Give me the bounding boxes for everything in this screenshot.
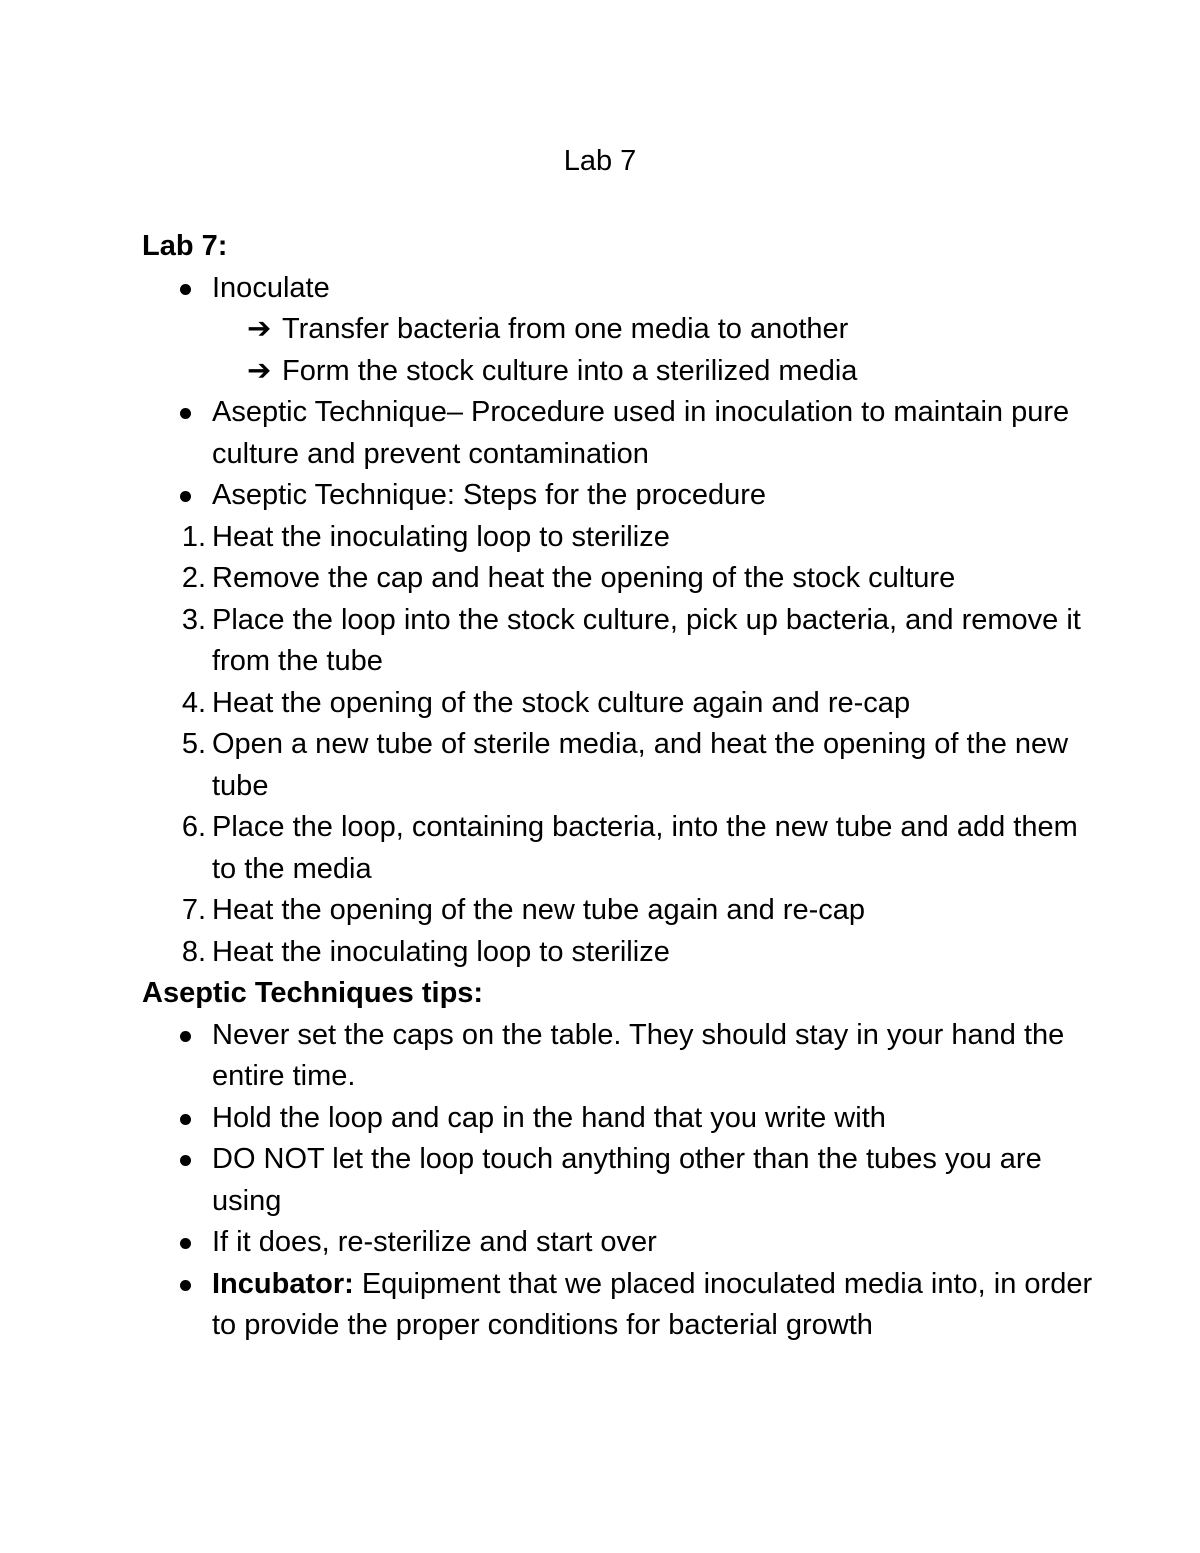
step-number: 1. (181, 520, 206, 553)
sub-list-item (212, 309, 1102, 351)
list-item-aseptic-steps (142, 475, 1102, 517)
arrow-right-icon: ➔ (247, 354, 272, 387)
bullet-dot-icon (180, 1031, 191, 1042)
step-number: 4. (181, 686, 206, 719)
arrow-right-icon: ➔ (247, 313, 272, 345)
tip-text: If it does, re-sterilize and start over (212, 1226, 657, 1258)
tip-item (142, 1222, 1102, 1264)
tip-item-incubator (142, 1264, 1102, 1347)
procedure-steps-list (142, 517, 1102, 974)
tip-item (142, 1139, 1102, 1222)
step-number: 7. (181, 894, 206, 926)
aseptic-definition-text: Aseptic Technique– Procedure used in inoculation to maintain pure culture and prevent contamination (212, 396, 1070, 470)
sub-item-text: Transfer bacteria from one media to another (282, 313, 849, 345)
step-number: 2. (181, 562, 206, 594)
tip-text: DO NOT let the loop touch anything other than the tubes you are using (212, 1143, 1042, 1217)
step-number: 5. (181, 728, 206, 760)
step-item (142, 890, 1102, 932)
sub-list-item (212, 351, 1102, 393)
list-item-inoculate (142, 268, 1102, 393)
step-text: Heat the opening of the stock culture again and re-cap (212, 686, 911, 719)
bullet-dot-icon (180, 1114, 191, 1125)
document-body (142, 226, 1102, 1347)
lab7-heading: Lab 7: (142, 230, 228, 262)
tip-text: Never set the caps on the table. They should stay in your hand the entire time. (212, 1018, 1065, 1092)
step-item (142, 600, 1102, 683)
lab7-bullet-list (142, 268, 1102, 517)
tip-item (142, 1015, 1102, 1098)
step-number: 6. (181, 811, 206, 843)
tip-text: Hold the loop and cap in the hand that you write with (212, 1101, 886, 1134)
bullet-dot-icon (180, 408, 191, 419)
bullet-dot-icon (180, 491, 191, 502)
step-text: Open a new tube of sterile media, and heat the opening of the new tube (212, 728, 1069, 802)
step-item (142, 517, 1102, 559)
tips-heading: Aseptic Techniques tips: (142, 977, 484, 1009)
step-number: 3. (181, 603, 206, 636)
tip-item (142, 1098, 1102, 1140)
incubator-term: Incubator: (212, 1267, 354, 1300)
step-text: Heat the inoculating loop to sterilize (212, 935, 670, 968)
step-item (142, 932, 1102, 974)
bullet-dot-icon (180, 1238, 191, 1249)
step-text: Heat the opening of the new tube again and re-cap (212, 894, 865, 926)
incubator-definition: Equipment that we placed inoculated media into, in order to provide the proper conditions for bacterial growth (212, 1267, 1093, 1341)
page-header-title: Lab 7 (563, 145, 637, 177)
step-text: Remove the cap and heat the opening of the stock culture (212, 562, 956, 594)
sub-item-text: Form the stock culture into a sterilized media (282, 354, 858, 387)
inoculate-sublist (212, 309, 1102, 392)
bullet-dot-icon (180, 284, 191, 295)
step-text: Place the loop, containing bacteria, into the new tube and add them to the media (212, 811, 1078, 885)
step-item (142, 558, 1102, 600)
step-text: Place the loop into the stock culture, pick up bacteria, and remove it from the tube (212, 603, 1081, 677)
bullet-dot-icon (180, 1155, 191, 1166)
list-item-aseptic-definition (142, 392, 1102, 475)
tips-bullet-list (142, 1015, 1102, 1347)
inoculate-label: Inoculate (212, 271, 330, 304)
step-item (142, 724, 1102, 807)
step-number: 8. (181, 935, 206, 968)
aseptic-steps-intro: Aseptic Technique: Steps for the procedure (212, 479, 767, 511)
step-item (142, 807, 1102, 890)
step-text: Heat the inoculating loop to sterilize (212, 520, 670, 553)
bullet-dot-icon (180, 1280, 191, 1291)
step-item (142, 683, 1102, 725)
